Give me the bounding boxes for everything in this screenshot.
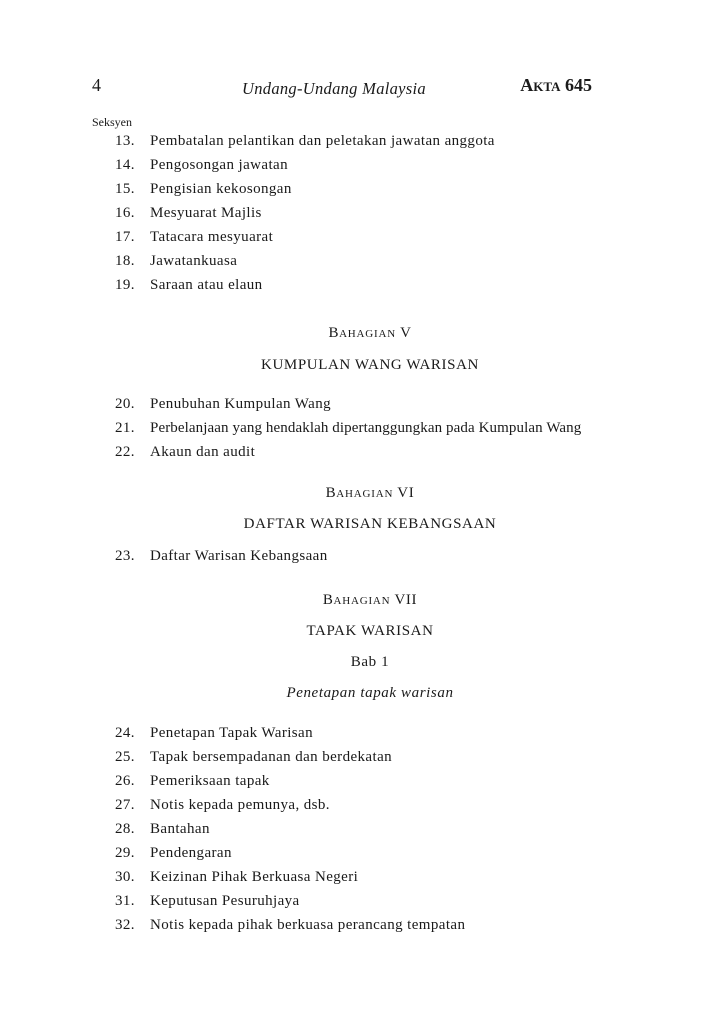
section-number: 23. <box>115 548 135 564</box>
section-title: Notis kepada pemunya, dsb. <box>150 797 330 813</box>
section-entry <box>0 773 728 795</box>
section-title: Tatacara mesyuarat <box>150 229 274 245</box>
act-word-rest: KTA <box>533 79 561 94</box>
section-number: 30. <box>115 869 135 885</box>
part-title: DAFTAR WARISAN KEBANGSAAN <box>243 516 497 532</box>
section-title: Bantahan <box>150 821 210 837</box>
section-number: 14. <box>115 157 135 173</box>
section-title: Penetapan Tapak Warisan <box>150 725 314 741</box>
part-label-rest: AHAGIAN <box>339 328 396 340</box>
section-number: 16. <box>115 205 135 221</box>
page-header <box>92 75 592 99</box>
section-title: Penubuhan Kumpulan Wang <box>150 396 332 412</box>
part-label-initial: B <box>328 325 340 341</box>
section-number: 19. <box>115 277 135 293</box>
section-entry <box>0 181 728 203</box>
part-heading <box>150 485 590 502</box>
section-entry <box>0 917 728 939</box>
section-entry <box>0 725 728 747</box>
section-number: 17. <box>115 229 135 245</box>
section-entry <box>0 277 728 299</box>
section-number: 20. <box>115 396 135 412</box>
section-number: 32. <box>115 917 135 933</box>
section-title: Notis kepada pihak berkuasa perancang tempatan <box>150 917 466 933</box>
section-number: 28. <box>115 821 135 837</box>
part-label-rest: AHAGIAN <box>333 595 391 607</box>
section-entry <box>0 444 728 466</box>
section-title: Pembatalan pelantikan dan peletakan jawatan anggota <box>150 133 495 149</box>
section-entry <box>0 893 728 915</box>
chapter-title: Penetapan tapak warisan <box>286 685 454 701</box>
running-title: Undang-Undang Malaysia <box>242 79 426 98</box>
section-number: 15. <box>115 181 135 197</box>
section-number: 24. <box>115 725 135 741</box>
section-number: 25. <box>115 749 135 765</box>
section-entry <box>0 845 728 867</box>
part-title: TAPAK WARISAN <box>306 623 434 639</box>
part-label-rest: AHAGIAN <box>336 488 394 500</box>
section-title: Pengosongan jawatan <box>150 157 288 173</box>
section-entry <box>0 133 728 155</box>
part-number: VII <box>394 592 418 608</box>
part-title: KUMPULAN WANG WARISAN <box>261 357 479 373</box>
part-heading <box>150 325 590 342</box>
part-label-initial: B <box>325 485 337 501</box>
section-entry <box>0 396 728 418</box>
section-entry <box>0 420 728 442</box>
section-number: 31. <box>115 893 135 909</box>
part-number: VI <box>397 485 415 501</box>
section-entry <box>0 205 728 227</box>
act-word-initial: A <box>520 75 534 95</box>
section-entry <box>0 797 728 819</box>
section-number: 27. <box>115 797 135 813</box>
section-entry <box>0 869 728 891</box>
section-title: Keizinan Pihak Berkuasa Negeri <box>150 869 359 885</box>
section-number: 26. <box>115 773 135 789</box>
act-number: 645 <box>565 75 592 95</box>
part-label-initial: B <box>322 592 334 608</box>
section-title: Perbelanjaan yang hendaklah dipertanggungkan pada Kumpulan Wang <box>150 420 582 436</box>
section-title: Pemeriksaan tapak <box>150 773 270 789</box>
section-title: Tapak bersempadanan dan berdekatan <box>150 749 393 765</box>
page-number: 4 <box>92 75 101 95</box>
section-number: 21. <box>115 420 135 436</box>
section-title: Pendengaran <box>150 845 232 861</box>
section-title: Saraan atau elaun <box>150 277 263 293</box>
section-title: Keputusan Pesuruhjaya <box>150 893 300 909</box>
section-entry <box>0 253 728 275</box>
section-title: Akaun dan audit <box>150 444 256 460</box>
section-title: Mesyuarat Majlis <box>150 205 262 221</box>
seksyen-label: Seksyen <box>92 115 132 129</box>
section-entry <box>0 749 728 771</box>
section-title: Pengisian kekosongan <box>150 181 292 197</box>
section-entry <box>0 229 728 251</box>
section-entry <box>0 821 728 843</box>
section-number: 29. <box>115 845 135 861</box>
part-number: V <box>400 325 412 341</box>
section-number: 13. <box>115 133 135 149</box>
section-number: 18. <box>115 253 135 269</box>
section-title: Daftar Warisan Kebangsaan <box>150 548 328 564</box>
chapter-heading: Bab 1 <box>350 654 390 670</box>
act-reference <box>520 75 592 96</box>
section-entry <box>0 548 728 570</box>
section-title: Jawatankuasa <box>150 253 238 269</box>
part-heading <box>150 592 590 609</box>
section-number: 22. <box>115 444 135 460</box>
section-entry <box>0 157 728 179</box>
